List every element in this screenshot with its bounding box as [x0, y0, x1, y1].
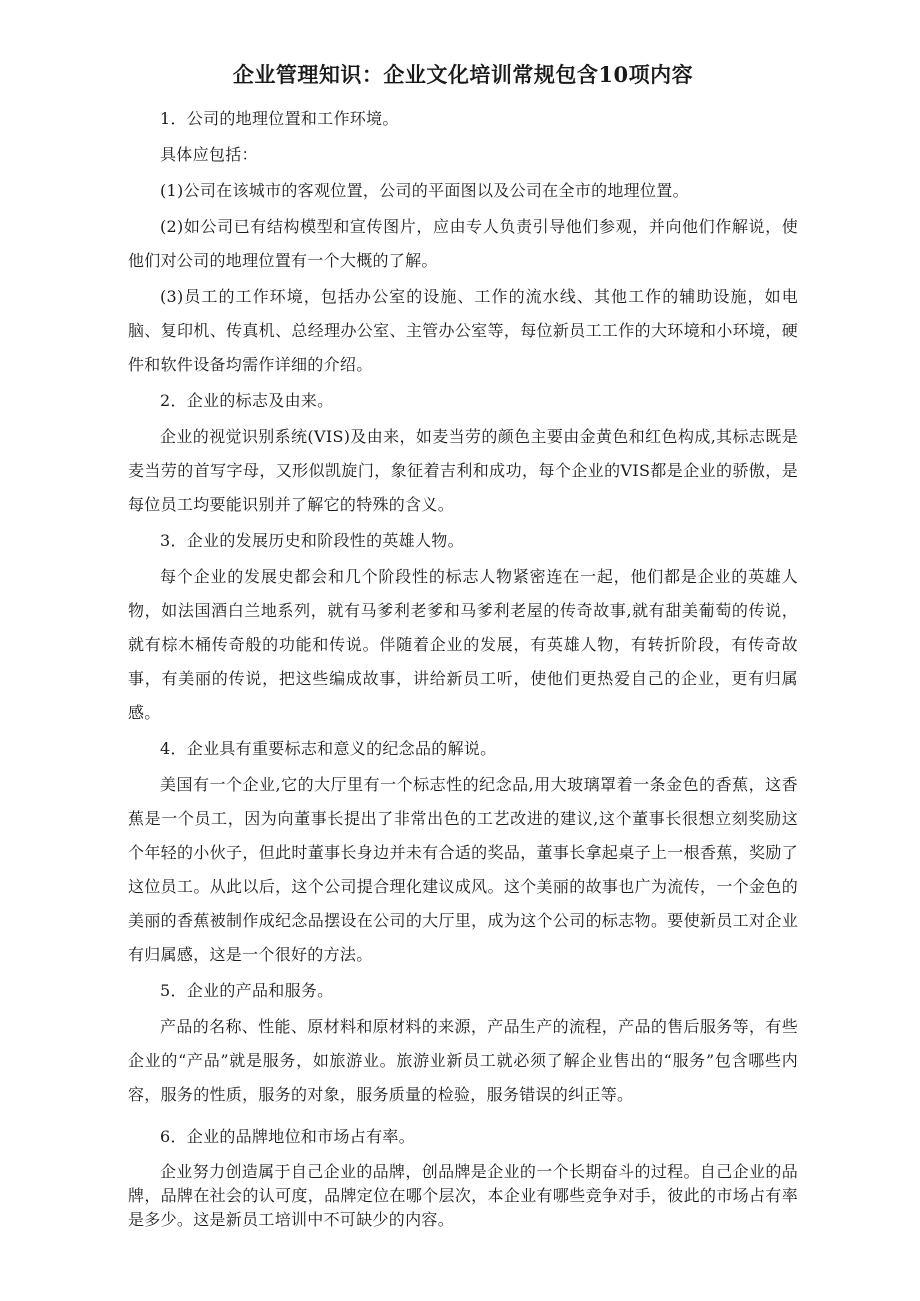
- paragraph: 产品的名称、性能、原材料和原材料的来源，产品生产的流程，产品的售后服务等，有些企业的“产品”就是服务，如旅游业。旅游业新员工就必须了解企业售出的“服务”包含哪些内容，服务的性质，服务的对象，服务质量的检验，服务错误的纠正等。: [128, 1017, 798, 1104]
- section-heading-3: 3．企业的发展历史和阶段性的英雄人物。: [160, 531, 464, 550]
- section-heading-4: 4．企业具有重要标志和意义的纪念品的解说。: [160, 739, 497, 758]
- document-title: 企业管理知识：企业文化培训常规包含10项内容: [232, 62, 694, 87]
- paragraph: 美国有一个企业,它的大厅里有一个标志性的纪念品,用大玻璃罩着一条金色的香蕉，这香蕉是一个员工，因为向董事长提出了非常出色的工艺改进的建议,这个董事长很想立刻奖励这个年轻的小伙子，但此时董事长身边并未有合适的奖品，董事长拿起桌子上一根香蕉，奖励了这位员工。从此以后，这个公司提合理化建议成风。这个美丽的故事也广为流传，一个金色的美丽的香蕉被制作成纪念品摆设在公司的大厅里，成为这个公司的标志物。要使新员工对企业有归属感，这是一个很好的方法。: [128, 775, 798, 964]
- list-item: (2)如公司已有结构模型和宣传图片，应由专人负责引导他们参观，并向他们作解说，使他们对公司的地理位置有一个大概的了解。: [128, 217, 798, 270]
- section-heading-2: 2．企业的标志及由来。: [160, 391, 334, 410]
- document-page: [128, 58, 798, 1232]
- section-heading-5: 5．企业的产品和服务。: [160, 981, 334, 1000]
- list-item: (1)公司在该城市的客观位置，公司的平面图以及公司在全市的地理位置。: [160, 181, 689, 200]
- list-item: (3)员工的工作环境，包括办公室的设施、工作的流水线、其他工作的辅助设施，如电脑、复印机、传真机、总经理办公室、主管办公室等，每位新员工工作的大环境和小环境，硬件和软件设备均需作详细的介绍。: [128, 287, 798, 374]
- paragraph: 企业努力创造属于自己企业的品牌，创品牌是企业的一个长期奋斗的过程。自己企业的品牌，品牌在社会的认可度，品牌定位在哪个层次，本企业有哪些竞争对手，彼此的市场占有率是多少。这是新员工培训中不可缺少的内容。: [128, 1162, 798, 1229]
- paragraph: 每个企业的发展史都会和几个阶段性的标志人物紧密连在一起，他们都是企业的英雄人物，如法国酒白兰地系列，就有马爹利老爹和马爹利老屋的传奇故事,就有甜美葡萄的传说，就有棕木桶传奇般的功能和传说。伴随着企业的发展，有英雄人物，有转折阶段，有传奇故事，有美丽的传说，把这些编成故事，讲给新员工听，使他们更热爱自己的企业，更有归属感。: [128, 567, 798, 722]
- section-heading-6: 6．企业的品牌地位和市场占有率。: [160, 1127, 415, 1146]
- paragraph: 企业的视觉识别系统(VIS)及由来，如麦当劳的颜色主要由金黄色和红色构成,其标志既是麦当劳的首写字母，又形似凯旋门，象征着吉利和成功，每个企业的VIS都是企业的骄傲，是每位员工均要能识别并了解它的特殊的含义。: [128, 427, 798, 514]
- paragraph: 具体应包括：: [160, 145, 258, 164]
- section-heading-1: 1．公司的地理位置和工作环境。: [160, 109, 399, 128]
